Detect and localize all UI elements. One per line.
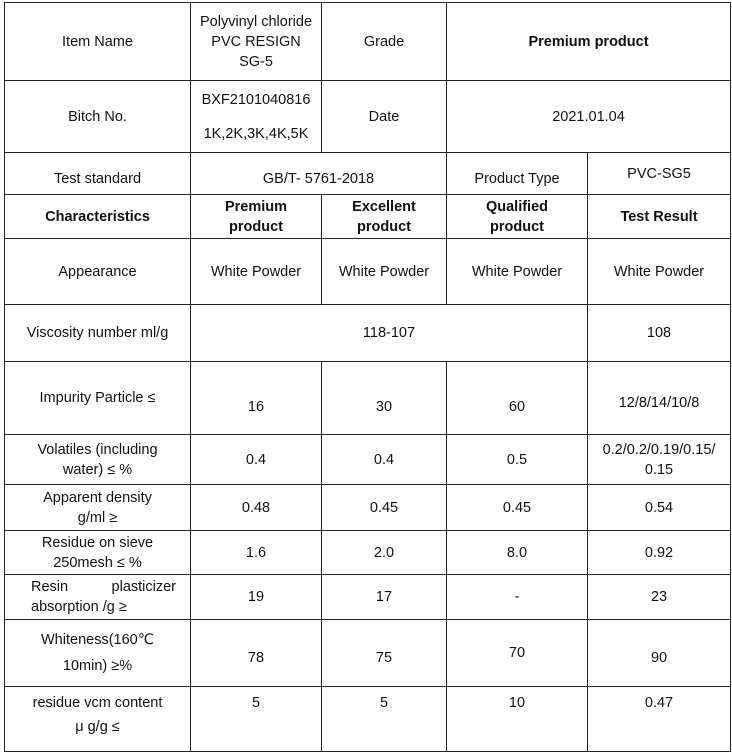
- excellent-value: 2.0: [322, 531, 447, 575]
- qualified-value: White Powder: [447, 239, 588, 305]
- qualified-value: 8.0: [447, 531, 588, 575]
- table-row: [5, 305, 731, 362]
- table-row: [5, 687, 731, 752]
- qualified-value: 60: [447, 362, 588, 435]
- premium-header: Premium product: [191, 195, 322, 239]
- table-row: [5, 620, 731, 687]
- result-value: White Powder: [588, 239, 731, 305]
- column-header-row: [5, 195, 731, 239]
- result-value: 108: [588, 305, 731, 362]
- qualified-value: 0.45: [447, 485, 588, 531]
- row-label: residue vcm content μ g/g ≤: [5, 687, 191, 752]
- premium-value: 78: [191, 620, 322, 687]
- test-result-header: Test Result: [588, 195, 731, 239]
- result-value: 0.47: [588, 687, 731, 752]
- premium-value: 19: [191, 575, 322, 620]
- table-row: [5, 362, 731, 435]
- standard-row: [5, 153, 731, 195]
- row-label: Residue on sieve 250mesh ≤ %: [5, 531, 191, 575]
- qualified-header: Qualified product: [447, 195, 588, 239]
- excellent-value: 75: [322, 620, 447, 687]
- result-value: 90: [588, 620, 731, 687]
- item-name-line-1: Polyvinyl chloride: [199, 13, 313, 30]
- row-label: Impurity Particle ≤: [5, 362, 191, 435]
- excellent-value: White Powder: [322, 239, 447, 305]
- excellent-value: 5: [322, 687, 447, 752]
- item-name-line-2: PVC RESIGN: [211, 33, 301, 50]
- item-name-row: [5, 3, 731, 81]
- excellent-value: 0.4: [322, 435, 447, 485]
- batch-label: Bitch No.: [5, 81, 191, 153]
- table-row: [5, 575, 731, 620]
- date-label: Date: [322, 81, 447, 153]
- qualified-value: 10: [447, 687, 588, 752]
- batch-number: BXF2101040816: [201, 91, 311, 108]
- item-name-value: [191, 3, 322, 81]
- result-value: 0.92: [588, 531, 731, 575]
- table-row: [5, 239, 731, 305]
- premium-value: 16: [191, 362, 322, 435]
- row-label: Viscosity number ml/g: [5, 305, 191, 362]
- table-row: [5, 485, 731, 531]
- excellent-value: 30: [322, 362, 447, 435]
- qualified-value: 70: [447, 620, 588, 687]
- qualified-value: 0.5: [447, 435, 588, 485]
- grade-label: Grade: [322, 3, 447, 81]
- date-value: 2021.01.04: [447, 81, 731, 153]
- grade-value: Premium product: [447, 3, 731, 81]
- table-row: [5, 435, 731, 485]
- viscosity-range: 118-107: [191, 305, 588, 362]
- item-name-label: Item Name: [5, 3, 191, 81]
- standard-value: GB/T- 5761-2018: [191, 153, 447, 195]
- result-value: 0.2/0.2/0.19/0.15/ 0.15: [588, 435, 731, 485]
- result-value: 12/8/14/10/8: [588, 362, 731, 435]
- product-type-value: PVC-SG5: [588, 153, 731, 195]
- excellent-header: Excellent product: [322, 195, 447, 239]
- result-value: 0.54: [588, 485, 731, 531]
- qualified-value: -: [447, 575, 588, 620]
- item-name-line-3: SG-5: [239, 53, 273, 70]
- premium-value: 5: [191, 687, 322, 752]
- batch-value: [191, 81, 322, 153]
- premium-value: 0.4: [191, 435, 322, 485]
- standard-label: Test standard: [5, 153, 191, 195]
- characteristics-header: Characteristics: [5, 195, 191, 239]
- result-value: 23: [588, 575, 731, 620]
- premium-value: 0.48: [191, 485, 322, 531]
- excellent-value: 0.45: [322, 485, 447, 531]
- product-type-label: Product Type: [447, 153, 588, 195]
- table-row: [5, 531, 731, 575]
- row-label: Whiteness(160℃ 10min) ≥%: [5, 620, 191, 687]
- row-label: Apparent density g/ml ≥: [5, 485, 191, 531]
- row-label: Appearance: [5, 239, 191, 305]
- row-label: Resin plasticizer absorption /g ≥: [5, 575, 191, 620]
- premium-value: White Powder: [191, 239, 322, 305]
- premium-value: 1.6: [191, 531, 322, 575]
- batch-lots: 1K,2K,3K,4K,5K: [203, 125, 309, 142]
- row-label: Volatiles (including water) ≤ %: [5, 435, 191, 485]
- specification-table: [4, 2, 731, 752]
- batch-row: [5, 81, 731, 153]
- excellent-value: 17: [322, 575, 447, 620]
